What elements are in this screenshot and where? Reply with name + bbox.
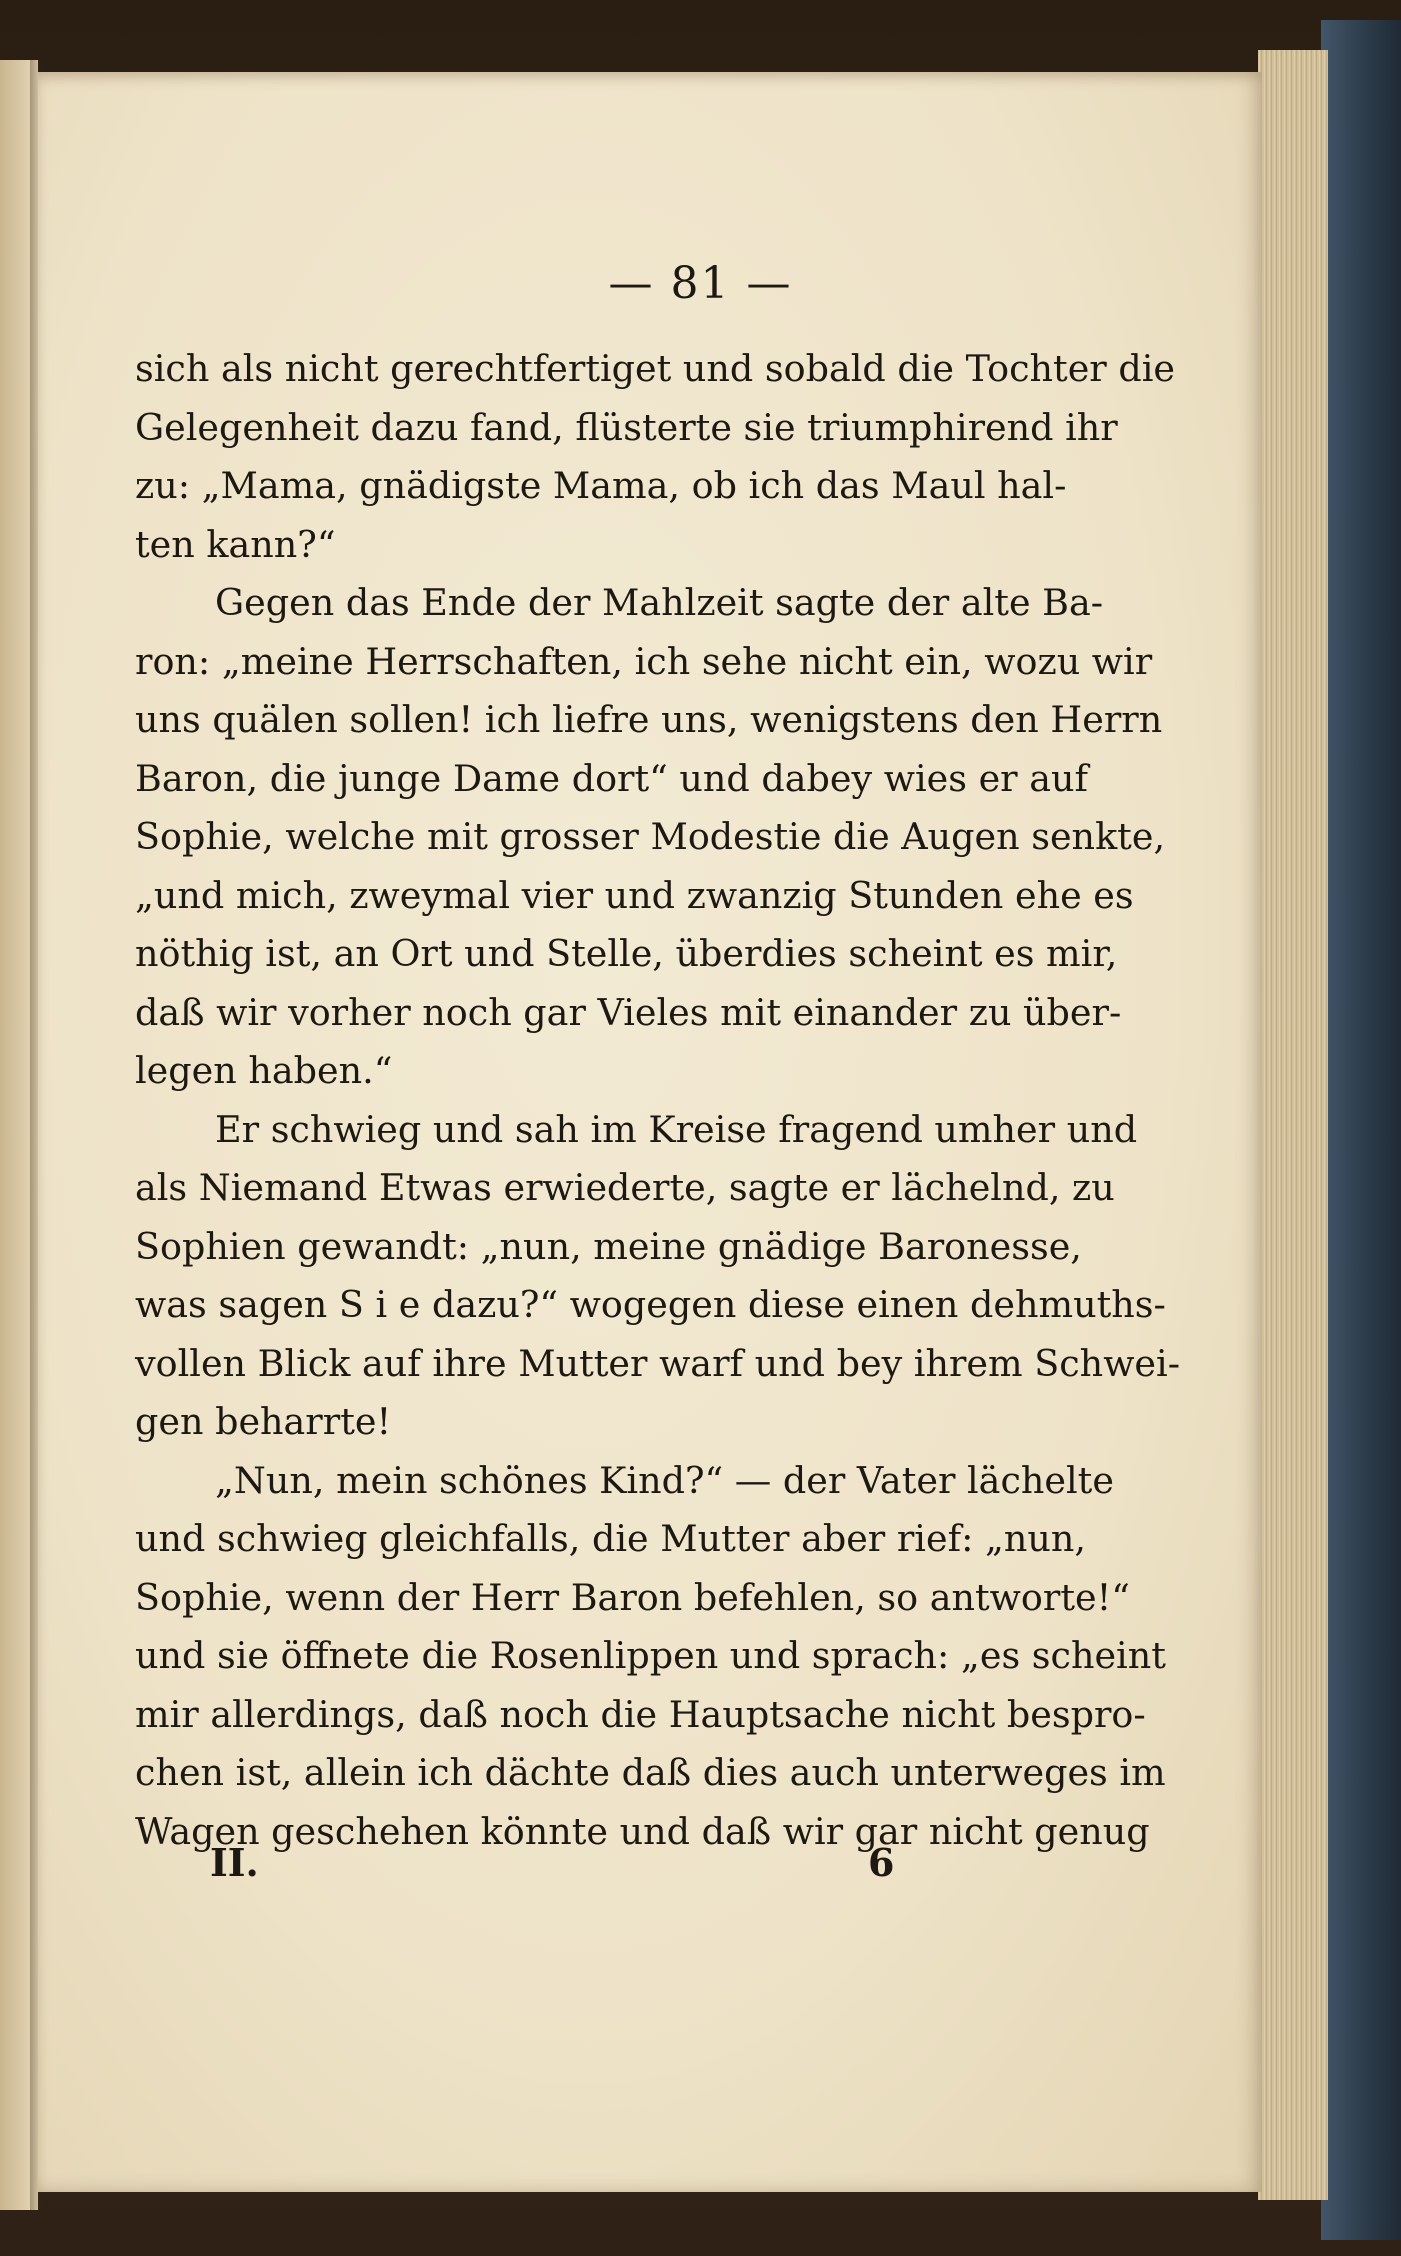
page-text-body [135,340,1181,1861]
text-line: als Niemand Etwas erwiederte, sagte er lächelnd, zu [135,1166,1115,1209]
text-line: zu: „Mama, gnädigste Mama, ob ich das Maul hal- [135,464,1067,507]
text-line: Baron, die junge Dame dort“ und dabey wies er auf [135,756,1088,800]
text-line: gen beharrte! [135,1400,392,1443]
text-line: „Nun, mein schönes Kind?“ — der Vater lächelte [215,1458,1114,1502]
text-line: legen haben.“ [135,1049,393,1092]
text-line: Gegen das Ende der Mahlzeit sagte der alte Ba- [215,581,1104,624]
page-number-header: — 81 — [608,258,793,309]
text-line: Sophien gewandt: „nun, meine gnädige Baronesse, [135,1224,1082,1268]
text-line: ron: „meine Herrschaften, ich sehe nicht ein, wozu wir [135,639,1153,683]
text-line: Sophie, welche mit grosser Modestie die Augen senkte, [135,815,1166,858]
page-block-edges [1258,50,1328,2200]
gathering-mark: 6 [868,1840,895,1885]
text-line: uns quälen sollen! ich liefre uns, wenigstens den Herrn [135,698,1163,741]
text-line: und sie öffnete die Rosenlippen und sprach: „es scheint [135,1634,1166,1677]
text-line: Sophie, wenn der Herr Baron befehlen, so antworte!“ [135,1575,1130,1619]
text-line: Er schwieg und sah im Kreise fragend umher und [215,1107,1138,1151]
text-line: ten kann?“ [135,522,336,566]
text-line: Wagen geschehen könnte und daß wir gar nicht genug [135,1809,1150,1853]
text-line: chen ist, allein ich dächte daß dies auch unterweges im [135,1751,1166,1794]
text-line: daß wir vorher noch gar Vieles mit einander zu über- [135,990,1122,1034]
text-line: nöthig ist, an Ort und Stelle, überdies scheint es mir, [135,932,1118,975]
text-line: Gelegenheit dazu fand, flüsterte sie triumphirend ihr [135,405,1118,449]
text-line: sich als nicht gerechtfertiget und sobald die Tochter die [135,347,1175,390]
text-line: und schwieg gleichfalls, die Mutter aber rief: „nun, [135,1517,1087,1560]
signature-mark: II. [210,1840,259,1885]
text-line: mir allerdings, daß noch die Hauptsache nicht bespro- [135,1692,1146,1736]
text-line: vollen Blick auf ihre Mutter warf und bey ihrem Schwei- [135,1341,1181,1385]
text-line: „und mich, zweymal vier und zwanzig Stunden ehe es [135,873,1134,917]
book-cover-edge [1321,20,1401,2240]
text-line: was sagen S i e dazu?“ wogegen diese einen dehmuths- [135,1283,1166,1326]
